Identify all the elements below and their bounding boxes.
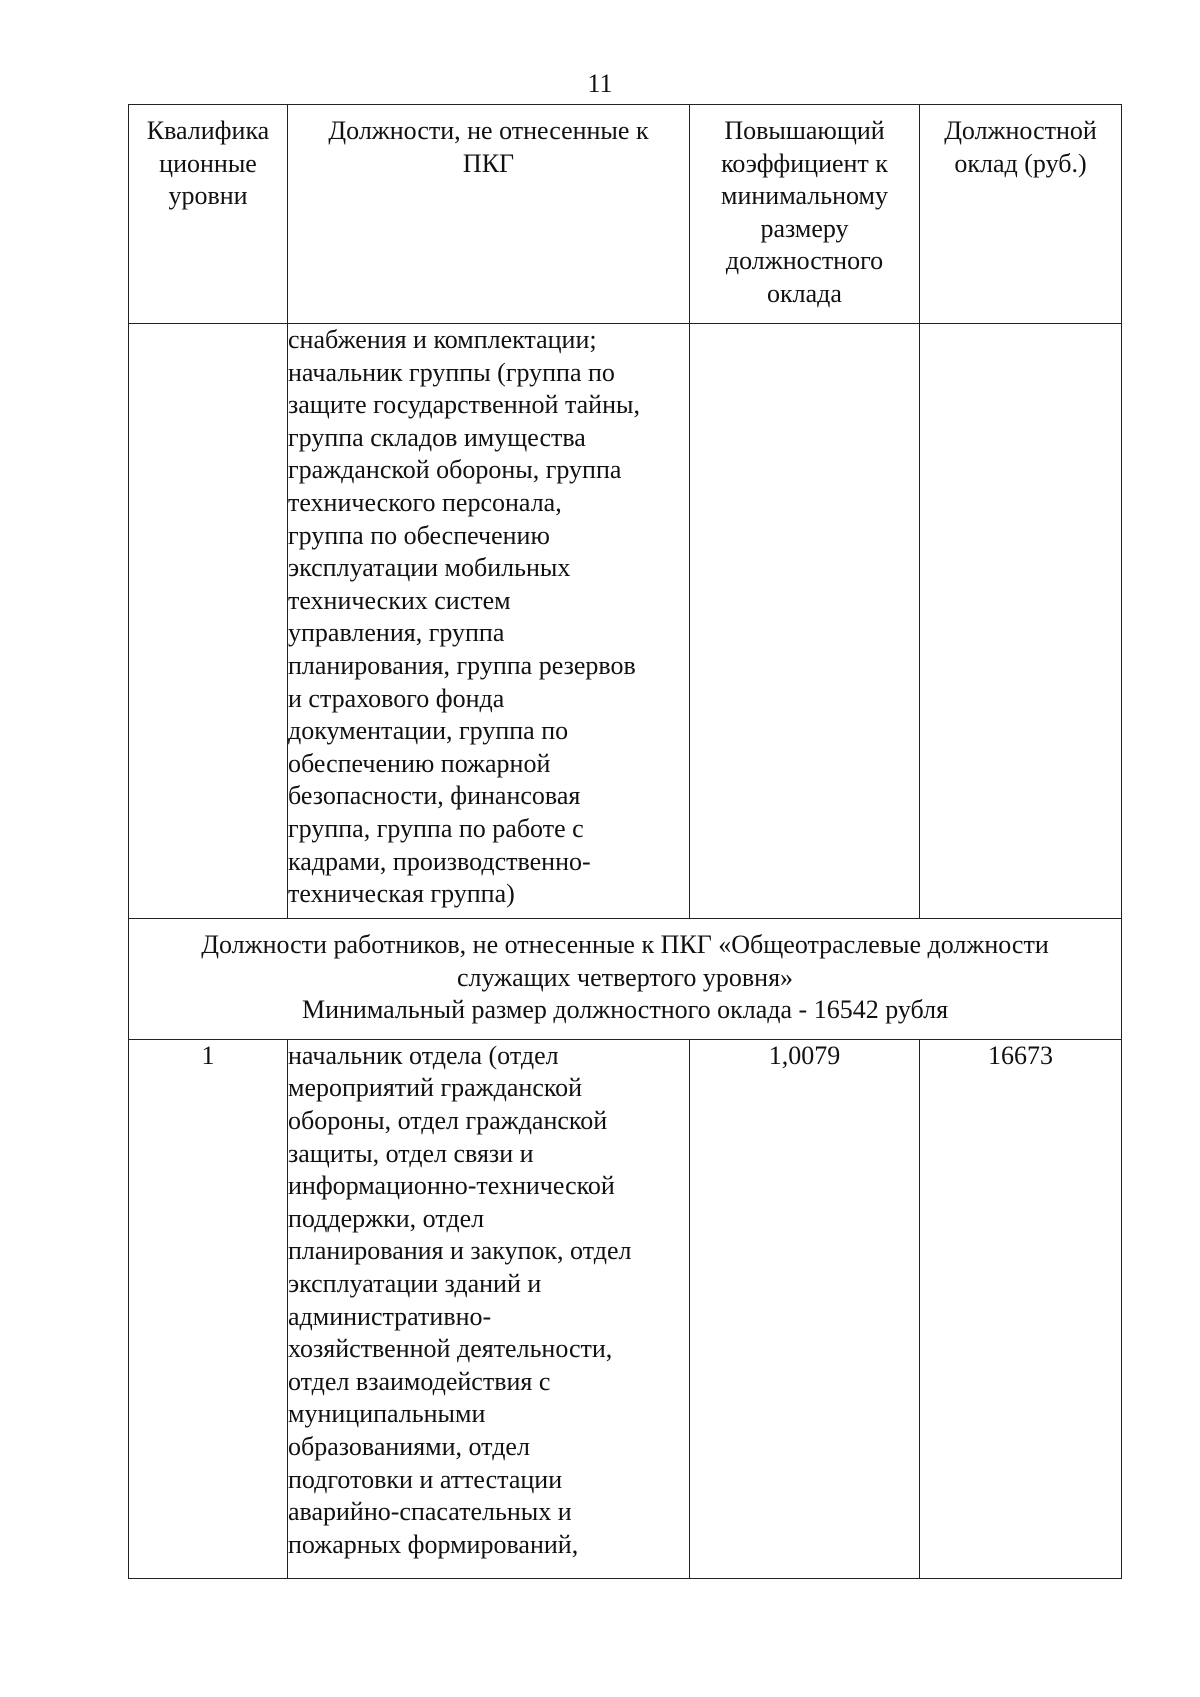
section-heading-line-1: Должности работников, не отнесенные к ПКГ «Общеотраслевые должности (201, 930, 1049, 959)
cell-coefficient-text: 1,0079 (768, 1040, 841, 1070)
header-qualification-levels (129, 105, 288, 324)
header-salary (920, 105, 1122, 324)
header-coefficient-text: Повышающий коэффициент к минимальному размеру должностного оклада (721, 116, 888, 308)
header-coefficient (690, 105, 920, 324)
table-row (129, 324, 1122, 919)
cell-coefficient (690, 1039, 920, 1578)
cell-level (129, 1039, 288, 1578)
section-min-salary-line: Минимальный размер должностного оклада - 16542 рубля (301, 995, 949, 1025)
section-heading-row (129, 919, 1122, 1040)
cell-position-text: начальник отдела (отдел мероприятий гражданской обороны, отдел гражданской защиты, отдел связи и информационно-технической поддержки, отдел планирования и закупок, отдел эксплуатации зданий и административно- хозяйственной деятельности, отдел взаимодействия с муниципальными образованиями, отдел подготовки и аттестации аварийно-спасательных и пожарных формирований, (288, 1040, 632, 1559)
salary-table (128, 104, 1122, 1579)
table-header-row (129, 105, 1122, 324)
header-positions-text: Должности, не отнесенные к ПКГ (328, 116, 649, 178)
cell-salary (920, 1039, 1122, 1578)
cell-coefficient (690, 324, 920, 919)
header-qualification-levels-text: Квалифика ционные уровни (146, 116, 270, 211)
table-row (129, 1039, 1122, 1578)
cell-salary-text: 16673 (988, 1040, 1053, 1070)
cell-position-text: снабжения и комплектации; начальник группы (группа по защите государственной тайны, группа складов имущества гражданской обороны, группа технического персонала, группа по обеспечению эксплуатации мобильных технических систем управления, группа планирования, группа резервов и страхового фонда документации, группа по обеспечению пожарной безопасности, финансовая группа, группа по работе с кадрами, производственно- техническая группа) (288, 325, 640, 909)
cell-salary (920, 324, 1122, 919)
cell-level-text: 1 (201, 1040, 215, 1070)
section-heading (129, 919, 1122, 1040)
header-salary-text: Должностной оклад (руб.) (944, 116, 1097, 178)
page-number: 11 (587, 69, 613, 98)
cell-position (288, 324, 690, 919)
cell-level (129, 324, 288, 919)
header-positions (288, 105, 690, 324)
cell-position (288, 1039, 690, 1578)
section-heading-line-2: служащих четвертого уровня» (456, 962, 794, 992)
